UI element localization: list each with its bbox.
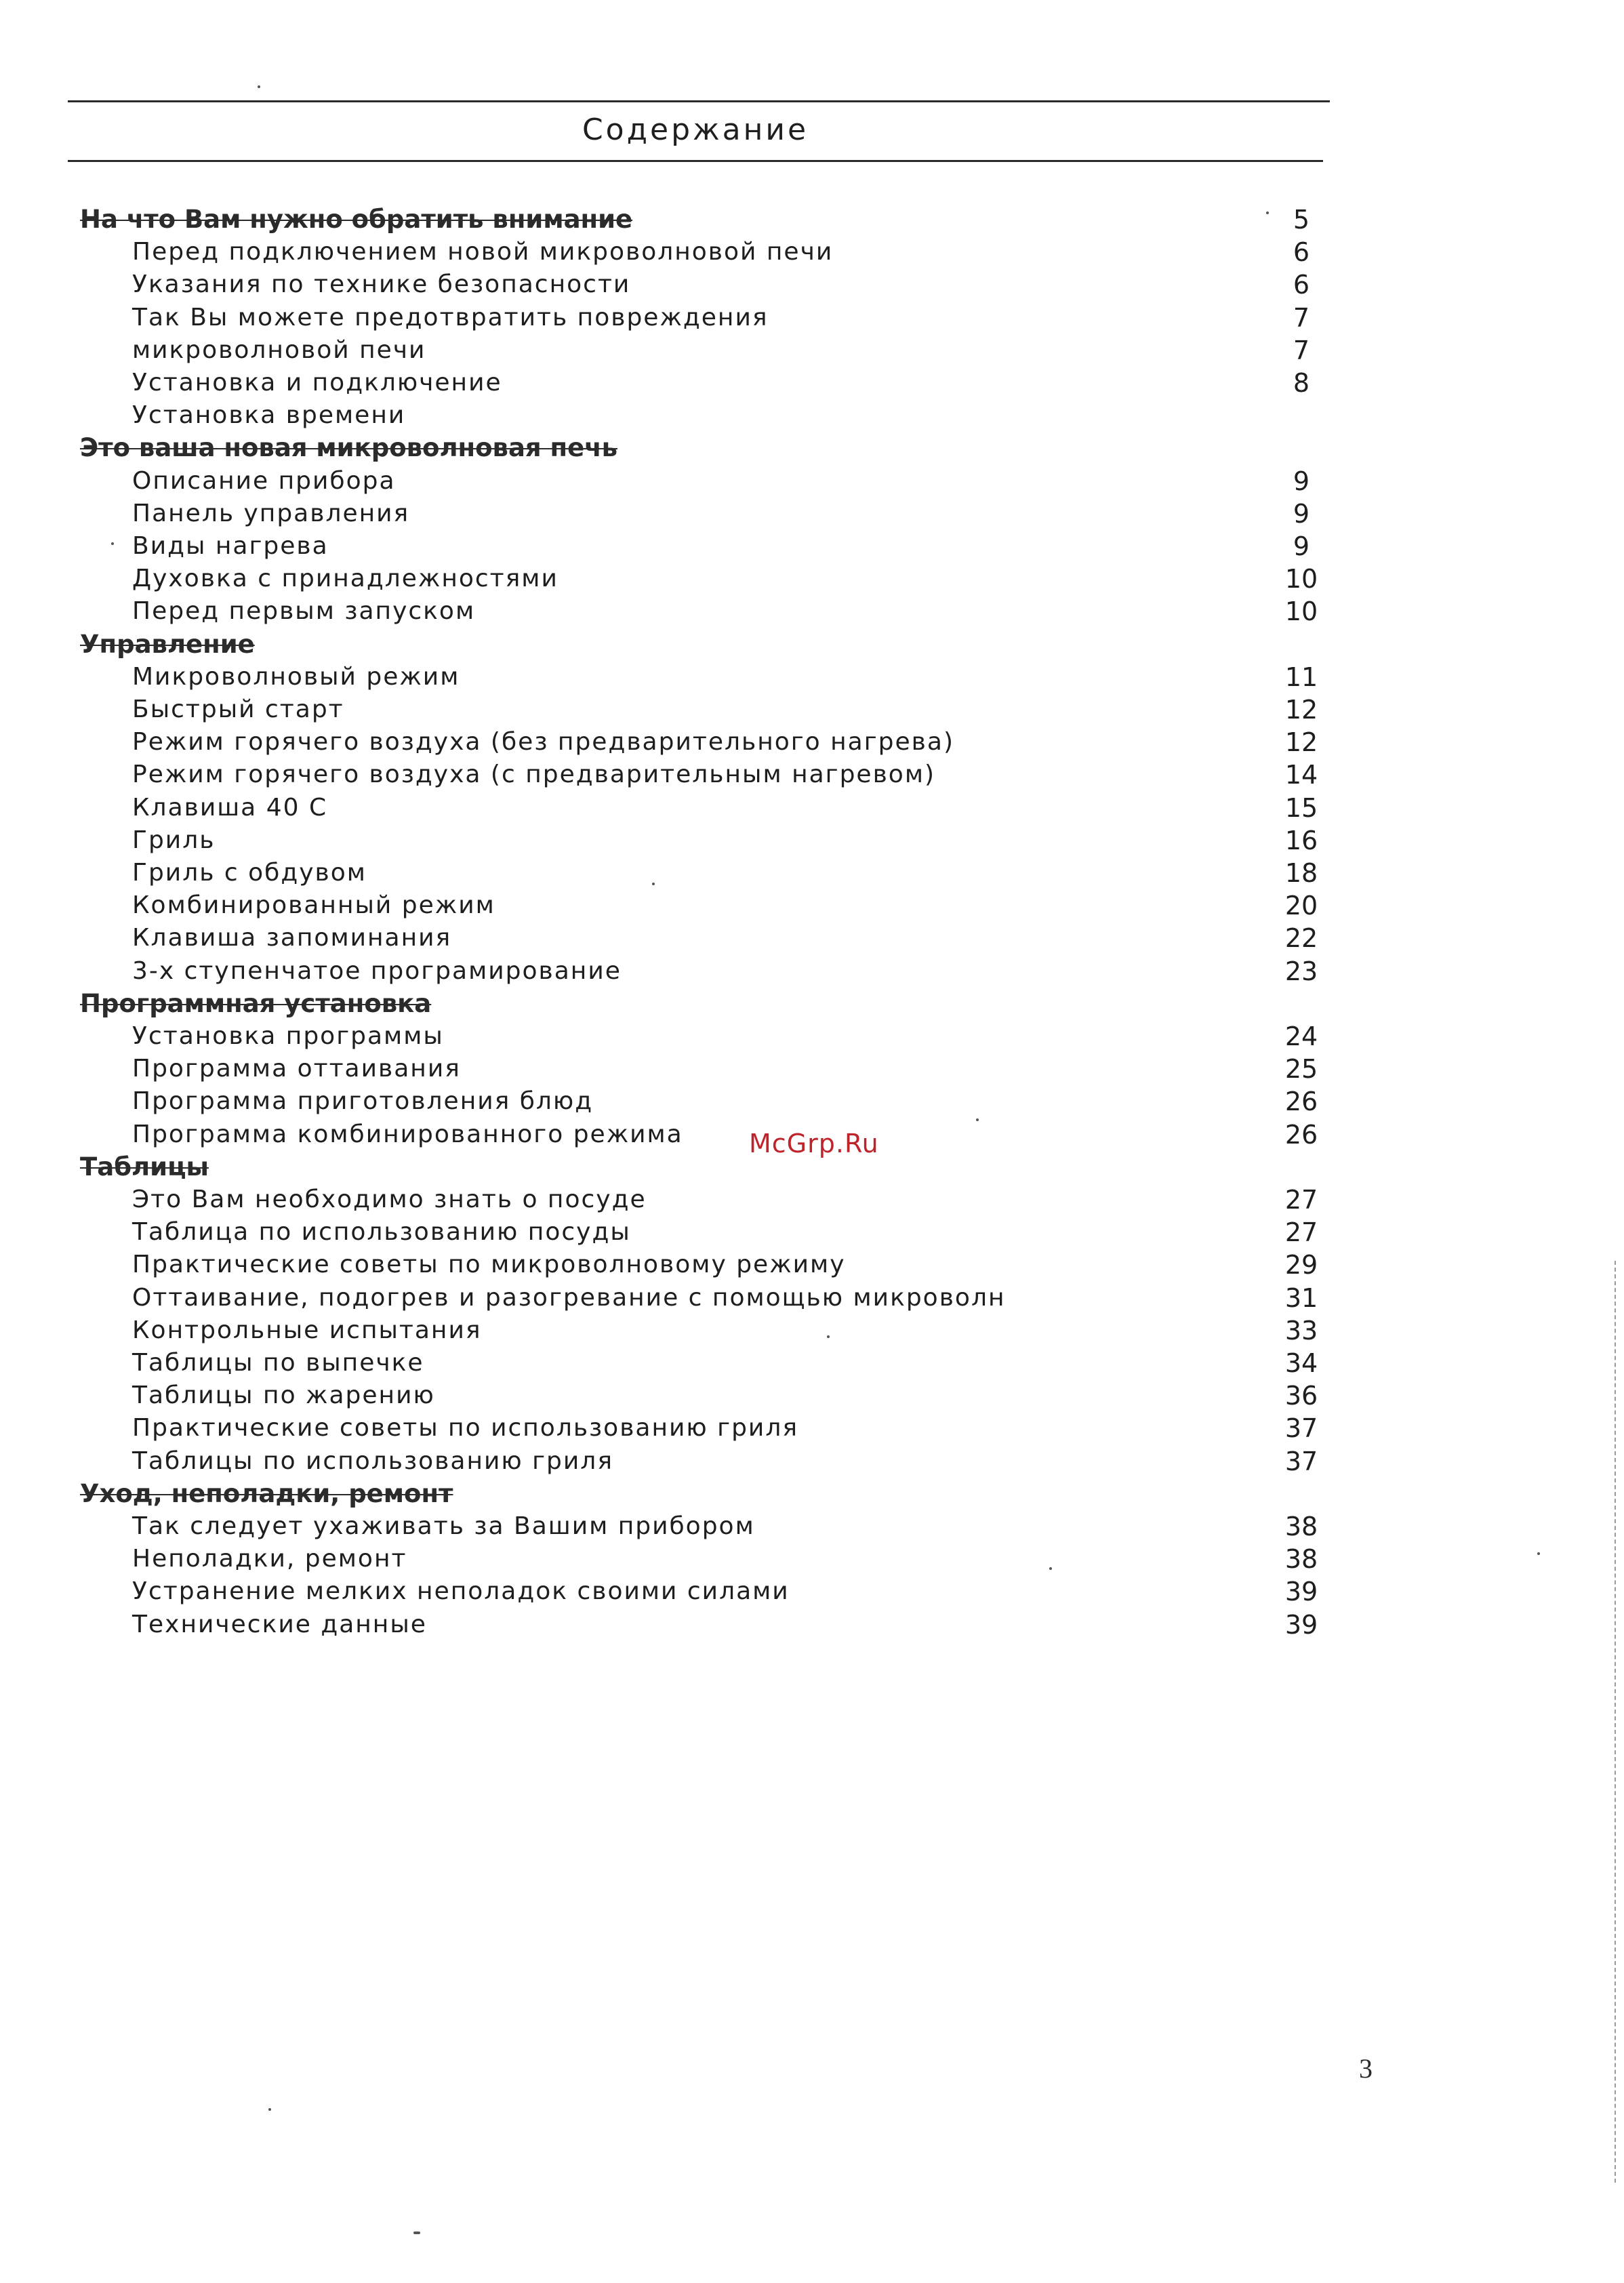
toc-section-title: Управление	[80, 629, 255, 659]
scan-speck	[652, 883, 655, 885]
scan-edge-line	[1615, 1261, 1616, 2183]
scan-speck	[827, 1335, 830, 1338]
toc-entry-title: Так Вы можете предотвратить повреждения	[132, 303, 769, 331]
toc-entry-title: Клавиша 40 С	[132, 793, 328, 822]
toc-entry-title: Установка времени	[132, 401, 406, 430]
toc-entry-row	[0, 1216, 1624, 1249]
scan-speck	[268, 2108, 271, 2111]
toc-entry-row	[0, 268, 1624, 301]
toc-entry-title: Перед подключением новой микроволновой печи	[132, 238, 834, 266]
toc-page-number: 7	[1293, 302, 1310, 333]
toc-entry-row	[0, 1314, 1624, 1347]
toc-entry-title: Таблицы по выпечке	[132, 1349, 424, 1377]
toc-entry-title: Неполадки, ремонт	[132, 1545, 407, 1573]
toc-entry-title: Таблицы по использованию гриля	[132, 1447, 613, 1475]
toc-page-number: 33	[1284, 1315, 1318, 1346]
toc-entry-row	[0, 236, 1624, 268]
toc-entry-title: Практические советы по использованию гриля	[132, 1414, 798, 1442]
watermark: McGrp.Ru	[749, 1129, 879, 1158]
toc-page-number: 26	[1284, 1119, 1318, 1150]
toc-page-number: 20	[1284, 891, 1318, 921]
toc-page-number: 25	[1284, 1054, 1318, 1085]
toc-page-number: 27	[1284, 1217, 1318, 1248]
toc-entry-title: Программа комбинированного режима	[132, 1120, 683, 1148]
scan-speck	[413, 2231, 420, 2234]
toc-entry-row	[0, 792, 1624, 824]
toc-entry-row	[0, 1282, 1624, 1314]
toc-entry-row	[0, 1445, 1624, 1478]
toc-entry-row	[0, 1020, 1624, 1053]
toc-page-number: 36	[1284, 1381, 1318, 1411]
toc-page-number: 5	[1293, 205, 1310, 235]
toc-entry-title: Программа оттаивания	[132, 1055, 461, 1083]
toc-entry-title: Описание прибора	[132, 466, 396, 495]
toc-entry-row	[0, 1249, 1624, 1281]
toc-entry-row	[0, 824, 1624, 857]
toc-entry-row	[0, 334, 1624, 367]
toc-page-number: 34	[1284, 1348, 1318, 1378]
toc-page-number: 29	[1284, 1250, 1318, 1280]
toc-page-number: 7	[1293, 335, 1310, 365]
toc-entry-row	[0, 889, 1624, 922]
toc-entry-title: Практические советы по микроволновому режиму	[132, 1251, 846, 1279]
toc-page-number: 39	[1284, 1609, 1318, 1640]
toc-entry-title: Гриль с обдувом	[132, 859, 367, 887]
toc-entry-row	[0, 595, 1624, 628]
toc-entry-title: Технические данные	[132, 1610, 427, 1638]
toc-entry-row	[0, 1609, 1624, 1641]
toc-entry-row	[0, 465, 1624, 498]
toc-entry-title: Это Вам необходимо знать о посуде	[132, 1186, 647, 1213]
scan-speck	[111, 542, 114, 545]
toc-entry-title: Установка программы	[132, 1022, 444, 1050]
toc-heading-row	[0, 1478, 1624, 1510]
toc-heading-row	[0, 432, 1624, 464]
toc-entry-title: Программа приготовления блюд	[132, 1087, 594, 1116]
toc-entry-title: Виды нагрева	[132, 532, 329, 560]
toc-entry-row	[0, 726, 1624, 759]
scan-speck	[976, 1118, 979, 1121]
toc-entry-title: Комбинированный режим	[132, 891, 495, 920]
toc-heading-row	[0, 203, 1624, 236]
toc-page-number: 10	[1284, 597, 1318, 627]
toc-section-title: Программная установка	[80, 988, 432, 1018]
toc-entry-title: Духовка с принадлежностями	[132, 565, 559, 593]
toc-entry-row	[0, 367, 1624, 399]
toc-entry-title: Оттаивание, подогрев и разогревание с помощью микроволн	[132, 1283, 1006, 1312]
toc-entry-title: Устранение мелких неполадок своими силами	[132, 1577, 790, 1606]
toc-page-number: 10	[1284, 564, 1318, 594]
toc-entry-row	[0, 857, 1624, 889]
toc-entry-row	[0, 759, 1624, 791]
toc-page-number: 39	[1284, 1577, 1318, 1607]
toc-entry-title: Контрольные испытания	[132, 1316, 482, 1344]
toc-entry-title: Установка и подключение	[132, 369, 502, 397]
toc-entry-row	[0, 1510, 1624, 1543]
toc-entry-row	[0, 563, 1624, 595]
toc-page-number: 6	[1293, 270, 1310, 300]
toc-page-number: 9	[1293, 498, 1310, 529]
toc-entry-title: микроволновой печи	[132, 336, 426, 364]
toc-page-number: 15	[1284, 792, 1318, 823]
toc-page-number: 37	[1284, 1446, 1318, 1476]
page-number: 3	[1359, 2053, 1373, 2084]
toc-entry-row	[0, 922, 1624, 954]
toc-entry-title: Таблица по использованию посуды	[132, 1218, 631, 1247]
toc-entry-row	[0, 1053, 1624, 1085]
toc-page-number: 26	[1284, 1087, 1318, 1117]
toc-entry-row	[0, 1347, 1624, 1379]
toc-entry-title: Режим горячего воздуха (с предварительным нагревом)	[132, 761, 936, 789]
toc-entry-title: Клавиша запоминания	[132, 924, 452, 952]
toc-page-number: 24	[1284, 1022, 1318, 1051]
toc-entry-row	[0, 1412, 1624, 1444]
toc-entry-row	[0, 1184, 1624, 1216]
toc-page-number: 37	[1284, 1413, 1318, 1444]
toc-page-number: 6	[1293, 237, 1310, 268]
toc-entry-row	[0, 1543, 1624, 1575]
toc-entry-row	[0, 955, 1624, 988]
toc-entry-row	[0, 693, 1624, 726]
toc-entry-title: Таблицы по жарению	[132, 1381, 435, 1410]
toc-heading-row	[0, 988, 1624, 1020]
toc-entry-title: Режим горячего воздуха (без предварительного нагрева)	[132, 728, 954, 756]
toc-page-number: 18	[1284, 858, 1318, 888]
toc-entry-row	[0, 1085, 1624, 1118]
toc-page-number: 11	[1284, 662, 1318, 692]
toc-section-title: Таблицы	[80, 1152, 209, 1181]
toc-section-title: На что Вам нужно обратить внимание	[80, 205, 633, 234]
toc-page-number: 23	[1284, 956, 1318, 986]
toc-page-number: 14	[1284, 760, 1318, 790]
toc-section-title: Это ваша новая микроволновая печь	[80, 433, 618, 463]
toc-entry-title: Перед первым запуском	[132, 597, 476, 626]
scan-speck	[1049, 1567, 1052, 1570]
toc-page-number: 31	[1284, 1282, 1318, 1313]
toc-entry-title: Быстрый старт	[132, 695, 344, 723]
scan-speck	[1537, 1552, 1540, 1555]
toc-entry-title: Указания по технике безопасности	[132, 270, 631, 299]
toc-heading-row	[0, 628, 1624, 661]
toc-page-number: 12	[1284, 695, 1318, 725]
toc-entry-title: Панель управления	[132, 499, 410, 527]
toc-page-number: 8	[1293, 368, 1310, 398]
toc-entry-row	[0, 1379, 1624, 1412]
toc-section-title: Уход, неполадки, ремонт	[80, 1478, 453, 1508]
page-title: Содержание	[582, 113, 809, 147]
toc-entry-title: Так следует ухаживать за Вашим прибором	[132, 1512, 755, 1540]
toc-page-number: 9	[1293, 531, 1310, 561]
toc-page-number: 16	[1284, 825, 1318, 855]
toc-entry-row	[0, 498, 1624, 530]
toc-page-number: 27	[1284, 1185, 1318, 1215]
scan-speck	[1266, 211, 1269, 214]
toc-page-number: 9	[1293, 466, 1310, 496]
toc-entry-title: 3-х ступенчатое програмирование	[132, 956, 622, 985]
toc-page-number: 22	[1284, 923, 1318, 954]
toc-entry-row	[0, 530, 1624, 563]
toc-entry-title: Гриль	[132, 826, 216, 854]
toc-entry-row	[0, 399, 1624, 432]
toc-entry-title: Микроволновый режим	[132, 662, 460, 691]
toc-page-number: 38	[1284, 1544, 1318, 1575]
toc-page-number: 38	[1284, 1512, 1318, 1541]
scan-speck	[258, 85, 260, 88]
toc-entry-row	[0, 302, 1624, 334]
toc-entry-row	[0, 1575, 1624, 1608]
toc-page-number: 12	[1284, 727, 1318, 758]
toc-entry-row	[0, 661, 1624, 693]
